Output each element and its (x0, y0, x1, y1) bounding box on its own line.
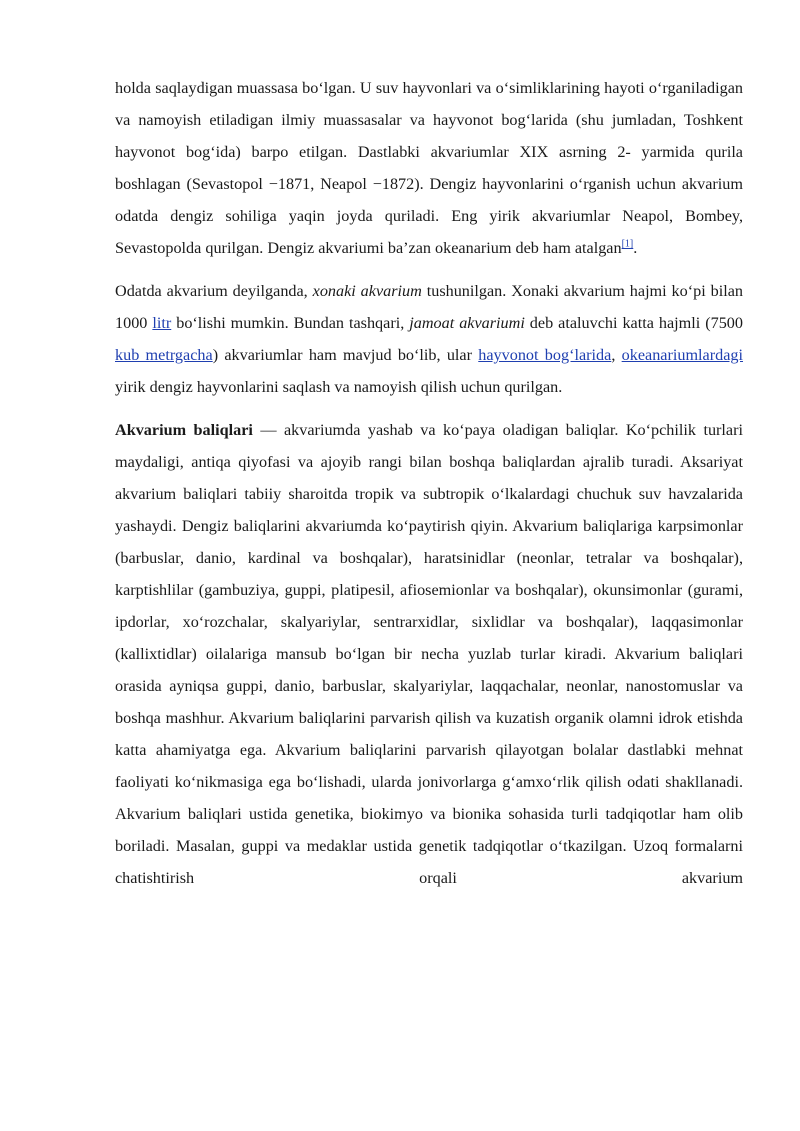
paragraph-akvarium-types (115, 275, 743, 403)
text-segment: boʻlishi mumkin. Bundan tashqari, (171, 314, 410, 332)
paragraph-akvarium-history (115, 72, 743, 264)
link-hayvonot-boglarida[interactable]: hayvonot bogʻlarida (478, 346, 612, 364)
emphasis-jamoat-akvariumi: jamoat akvariumi (409, 314, 525, 332)
document-page (115, 72, 743, 905)
paragraph-akvarium-baliqlari (115, 414, 743, 894)
link-okeanariumlardagi[interactable]: okeanariumlardagi (621, 346, 743, 364)
text-segment: yirik dengiz hayvonlarini saqlash va namoyish qilish uchun qurilgan. (115, 378, 563, 396)
text-segment: Odatda akvarium deyilganda, (115, 282, 313, 300)
footnote-link[interactable]: [1] (621, 238, 634, 250)
text-segment: , (611, 346, 622, 364)
paragraph-end: . (633, 239, 638, 257)
emphasis-xonaki-akvarium: xonaki akvarium (312, 282, 422, 300)
term-akvarium-baliqlari: Akvarium baliqlari (115, 421, 253, 439)
text-segment: tushunilgan. Xonaki akvarium hajmi koʻpi bilan 1000 (115, 282, 743, 332)
text-segment: ) akvariumlar ham mavjud boʻlib, ular (212, 346, 479, 364)
link-litr[interactable]: litr (152, 314, 172, 332)
paragraph-text: holda saqlaydigan muassasa boʻlgan. U suv hayvonlari va oʻsimliklarining hayoti oʻrganiladigan va namoyish etiladigan ilmiy muassasalar va hayvonot bogʻlarida (shu jumladan, Toshkent hayvonot bogʻida) barpo etilgan. Dastlabki akvariumlar XIX asrning 2- yarmida qurila boshlagan (Sevastopol −1871, Neapol −1872). Dengiz hayvonlarini oʻrganish uchun akvarium odatda dengiz sohiliga yaqin joyda quriladi. Eng yirik akvariumlar Neapol, Bombey, Sevastopolda qurilgan. Dengiz akvariumi baʼzan okeanarium deb ham atalgan (115, 79, 743, 257)
paragraph-text: — akvariumda yashab va koʻpaya oladigan baliqlar. Koʻpchilik turlari maydaligi, antiqa qiyofasi va ajoyib rangi bilan boshqa baliqlardan ajralib turadi. Aksariyat akvarium baliqlari tabiiy sharoitda tropik va subtropik oʻlkalardagi chuchuk suv havzalarida yashaydi. Dengiz baliqlarini akvariumda koʻpaytirish qiyin. Akvarium baliqlariga karpsimonlar (barbuslar, danio, kardinal va boshqalar), haratsinidlar (neonlar, tetralar va boshqalar), karptishlilar (gambuziya, guppi, platipesil, afiosemionlar va boshqalar), okunsimonlar (gurami, ipdorlar, xoʻrozchalar, skalyariylar, sentrarxidlar, sixlidlar va boshqalar), laqqasimonlar (kallixtidlar) oilalariga mansub boʻlgan bir necha yuzlab turlar kiradi. Akvarium baliqlari orasida ayniqsa guppi, danio, barbuslar, skalyariylar, laqqachalar, neonlar, nanostomuslar va boshqa mashhur. Akvarium baliqlarini parvarish qilish va kuzatish organik olamni idrok etishda katta ahamiyatga ega. Akvarium baliqlarini parvarish qilayotgan bolalar dastlabki mehnat faoliyati koʻnikmasiga ega boʻlishadi, ularda jonivorlarga gʻamxoʻrlik qilish odati shakllanadi. Akvarium baliqlari ustida genetika, biokimyo va bionika sohasida turli tadqiqotlar ham olib boriladi. Masalan, guppi va medaklar ustida genetik tadqiqotlar oʻtkazilgan. Uzoq formalarni chatishtirish orqali akvarium (115, 421, 744, 887)
footnote-ref (622, 239, 634, 250)
text-segment: deb ataluvchi katta hajmli (7500 (524, 314, 743, 332)
link-kub-metrgacha[interactable]: kub metrgacha (115, 346, 213, 364)
